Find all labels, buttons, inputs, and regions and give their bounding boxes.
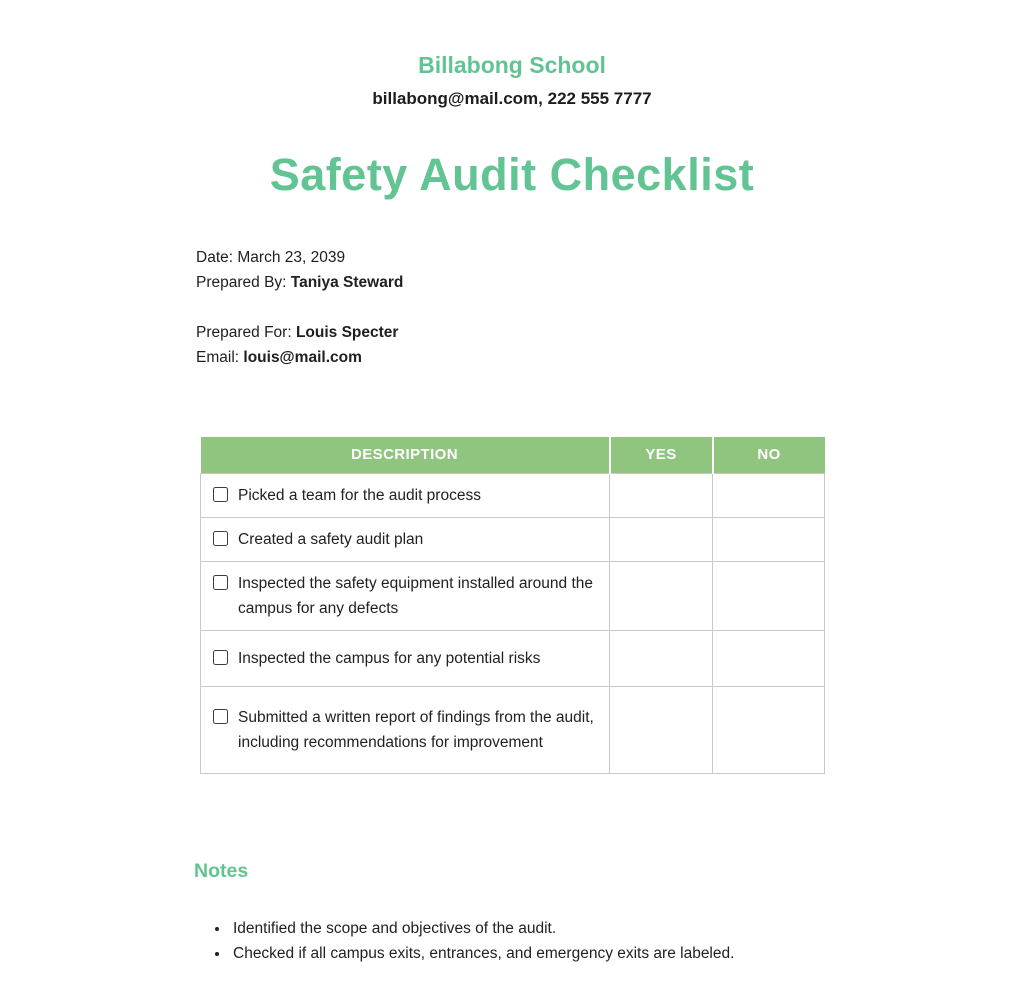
- page-title: Safety Audit Checklist: [269, 149, 755, 200]
- checklist-table-header: [201, 437, 825, 473]
- date-value: March 23, 2039: [237, 249, 346, 266]
- no-cell[interactable]: [713, 561, 825, 630]
- meta-spacer: [196, 295, 824, 320]
- note-item: • Identified the scope and objectives of the audit.: [230, 916, 824, 941]
- no-cell[interactable]: [713, 473, 825, 517]
- school-contact-line: billabong@mail.com, 222 555 7777: [372, 89, 652, 108]
- notes-list: [200, 916, 824, 966]
- row-checkbox[interactable]: [213, 531, 228, 546]
- date-label: Date:: [196, 249, 234, 266]
- yes-cell[interactable]: [610, 686, 713, 773]
- date-line: [196, 245, 824, 270]
- description-text: Picked a team for the audit process: [238, 486, 481, 504]
- prepared-by-value: Taniya Steward: [290, 274, 404, 291]
- table-row: [201, 517, 825, 561]
- row-checkbox[interactable]: [213, 709, 228, 724]
- no-cell[interactable]: [713, 686, 825, 773]
- row-checkbox[interactable]: [213, 575, 228, 590]
- yes-cell[interactable]: [610, 473, 713, 517]
- column-header-yes: YES: [610, 437, 713, 473]
- email-line: [196, 345, 824, 370]
- description-cell: [201, 630, 610, 686]
- checklist-table: [200, 437, 825, 774]
- school-header: [200, 52, 824, 110]
- table-row: [201, 630, 825, 686]
- meta-section: [196, 245, 824, 370]
- column-header-description: DESCRIPTION: [201, 437, 610, 473]
- prepared-for-value: Louis Specter: [295, 324, 399, 341]
- description-cell: [201, 473, 610, 517]
- yes-cell[interactable]: [610, 630, 713, 686]
- description-text: Created a safety audit plan: [238, 530, 424, 548]
- yes-cell[interactable]: [610, 561, 713, 630]
- note-item: • Checked if all campus exits, entrances, and emergency exits are labeled.: [230, 941, 824, 966]
- row-checkbox[interactable]: [213, 487, 228, 502]
- table-row: [201, 473, 825, 517]
- description-cell: [201, 517, 610, 561]
- yes-cell[interactable]: [610, 517, 713, 561]
- no-cell[interactable]: [713, 630, 825, 686]
- document-page: [194, 0, 824, 966]
- row-checkbox[interactable]: [213, 650, 228, 665]
- table-row: [201, 561, 825, 630]
- prepared-for-label: Prepared For:: [196, 324, 292, 341]
- prepared-by-line: [196, 270, 824, 295]
- email-label: Email:: [196, 349, 240, 366]
- notes-heading: Notes: [194, 859, 249, 882]
- email-value: louis@mail.com: [243, 349, 362, 366]
- column-header-no: NO: [713, 437, 825, 473]
- checklist-table-body: [201, 473, 825, 773]
- table-row: [201, 686, 825, 773]
- school-name: Billabong School: [418, 52, 606, 78]
- no-cell[interactable]: [713, 517, 825, 561]
- description-text: Inspected the safety equipment installed around the campus for any defects: [238, 574, 594, 617]
- prepared-for-line: [196, 320, 824, 345]
- description-text: Submitted a written report of findings from the audit, including recommendations for improvement: [238, 708, 594, 751]
- description-text: Inspected the campus for any potential risks: [238, 649, 541, 667]
- description-cell: [201, 561, 610, 630]
- description-cell: [201, 686, 610, 773]
- prepared-by-label: Prepared By:: [196, 274, 287, 291]
